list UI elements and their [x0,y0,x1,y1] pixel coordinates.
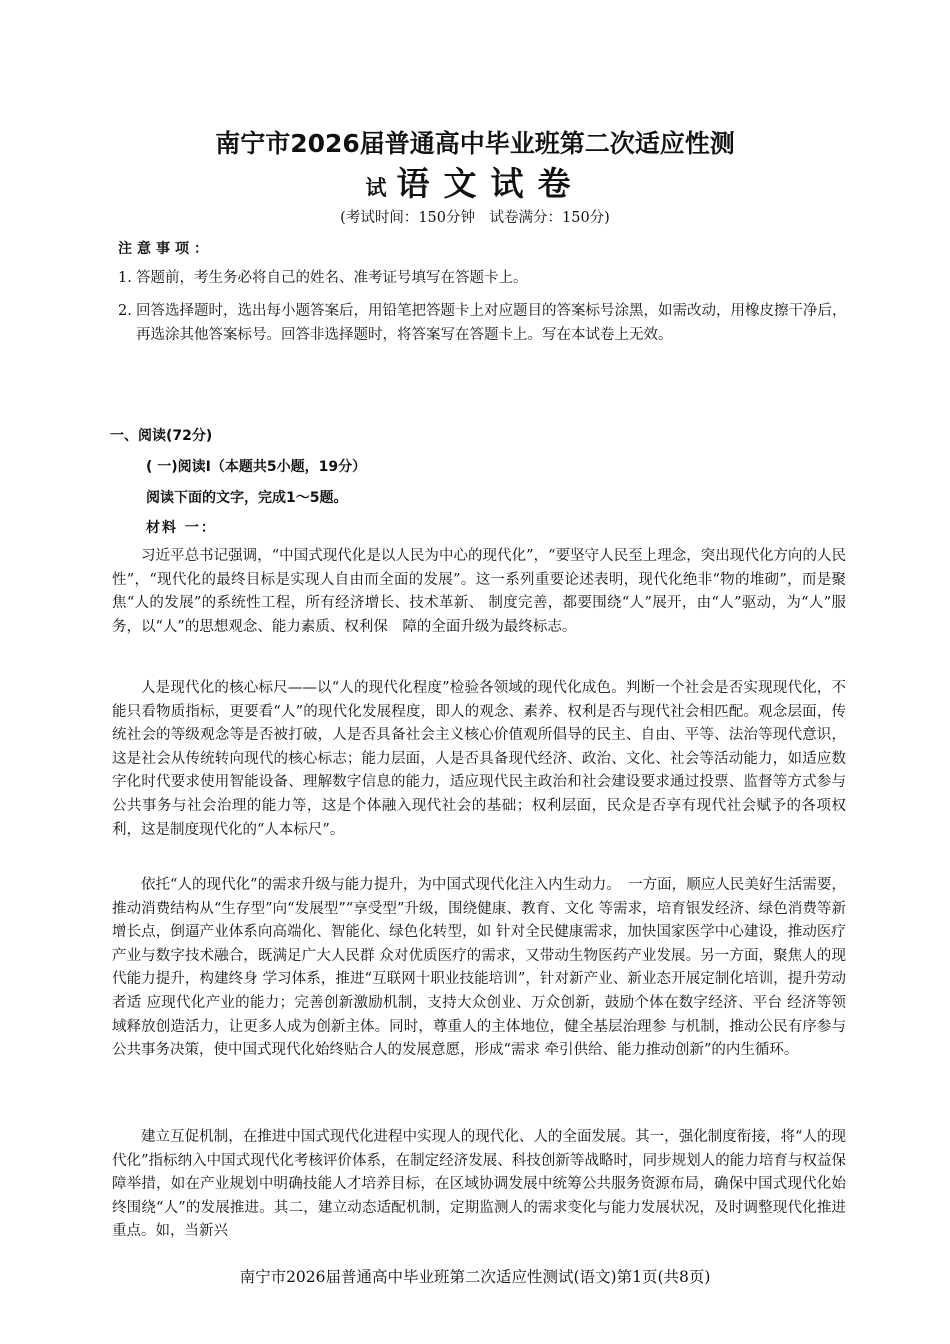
exam-title-line2 [0,158,950,205]
reading-instruction: 阅读下面的文字，完成1～5题。 [146,490,348,506]
passage-paragraph-2: 人是现代化的核心标尺——以“人的现代化程度”检验各领域的现代化成色。判断一个社会是否实现现代化，不能只看物质指标，更要看“人”的现代化发展程度，即人的观念、素养、权利是否与现代社会相匹配。观念层面，传统社会的等级观念等是否被打破，人是否具备社会主义核心价值观所倡导的民主、自由、平等、法治等现代意识，这是社会从传统转向现代的核心标志；能力层面，人是否具备现代经济、政治、文化、社会等活动能力，如适应数字化时代要求使用智能设备、理解数字信息的能力，适应现代民主政治和社会建设要求通过投票、监督等方式参与公共事务与社会治理的能力等，这是个体融入现代社会的基础；权利层面，民众是否享有现代社会赋予的各项权利，这是制度现代化的“人本标尺”。 [112,680,846,838]
notice-item-number: 2. [118,303,132,319]
page-footer: 南宁市2026届普通高中毕业班第二次适应性测试(语文)第1页(共8页) [239,1268,711,1286]
exam-subject-title: 语文试卷 [396,164,585,203]
exam-title-line1: 南宁市2026届普通高中毕业班第二次适应性测 [215,129,735,158]
passage-paragraph-4: 建立互促机制，在推进中国式现代化进程中实现人的现代化、人的全面发展。其一，强化制度衔接，将“人的现代化”指标纳入中国式现代化考核评价体系，在制定经济发展、科技创新等战略时，同步规划人的能力培育与权益保障举措，如在产业规划中明确技能人才培养目标，在区域协调发展中统筹公共服务资源布局，确保中国式现代化始终围绕“人”的发展推进。其二，建立动态适配机制，定期监测人的需求变化与能力发展状况，及时调整现代化推进重点。如，当新兴 [112,1129,846,1240]
notice-item-1 [118,266,848,290]
notice-item-text: 答题前，考生务必将自己的姓名、准考证号填写在答题卡上。 [136,270,528,286]
notice-item-text: 回答选择题时，选出每小题答案后，用铅笔把答题卡上对应题目的答案标号涂黑，如需改动，用橡皮擦干净后，再选涂其他答案标号。回答非选择题时，将答案写在答题卡上。写在本试卷上无效。 [136,303,847,343]
passage-paragraph-1: 习近平总书记强调，“中国式现代化是以人民为中心的现代化”，“要坚守人民至上理念，突出现代化方向的人民性”，“现代化的最终目标是实现人自由而全面的发展”。这一系列重要论述表明，现代化绝非“物的堆砌”，而是聚焦“人的发展”的系统性工程，所有经济增长、技术革新、 制度完善，都要围绕“人”展开，由“人”驱动，为“人”服务，以“人”的思想观念、能力素质、权利保 障的全面升级为最终标志。 [112,548,846,635]
reading-section-title: ( 一)阅读Ⅰ（本题共5小题，19分） [146,459,367,475]
part-title: 一、阅读(72分) [110,428,213,444]
notice-item-number: 1. [118,270,132,286]
notice-heading: 注意事项： [118,241,213,257]
notice-item-2 [118,299,848,347]
exam-title-suffix: 试 [365,176,387,200]
material-label: 材料 一： [146,520,217,536]
exam-time-info: (考试时间：150分钟 试卷满分：150分) [340,210,610,226]
passage-paragraph-3: 依托“人的现代化”的需求升级与能力提升，为中国式现代化注入内生动力。 一方面，顺应人民美好生活需要，推动消费结构从“生存型”向“发展型”“享受型”升级，围绕健康、教育、文化 等需求，培育银发经济、绿色消费等新增长点，倒逼产业体系向高端化、智能化、绿色化转型，如 针对全民健康需求，加快国家医学中心建设，推动医疗产业与数字技术融合，既满足广大人民群 众对优质医疗的需求，又带动生物医药产业发展。另一方面，聚焦人的现代能力提升，构建终身 学习体系，推进“互联网十职业技能培训”，针对新产业、新业态开展定制化培训，提升劳动者适 应现代化产业的能力；完善创新激励机制，支持大众创业、万众创新，鼓励个体在数字经济、平台 经济等领域释放创造活力，让更多人成为创新主体。同时，尊重人的主体地位，健全基层治理参 与机制，推动公民有序参与公共事务决策，使中国式现代化始终贴合人的发展意愿，形成“需求 牵引供给、能力推动创新”的内生循环。 [112,877,846,1059]
